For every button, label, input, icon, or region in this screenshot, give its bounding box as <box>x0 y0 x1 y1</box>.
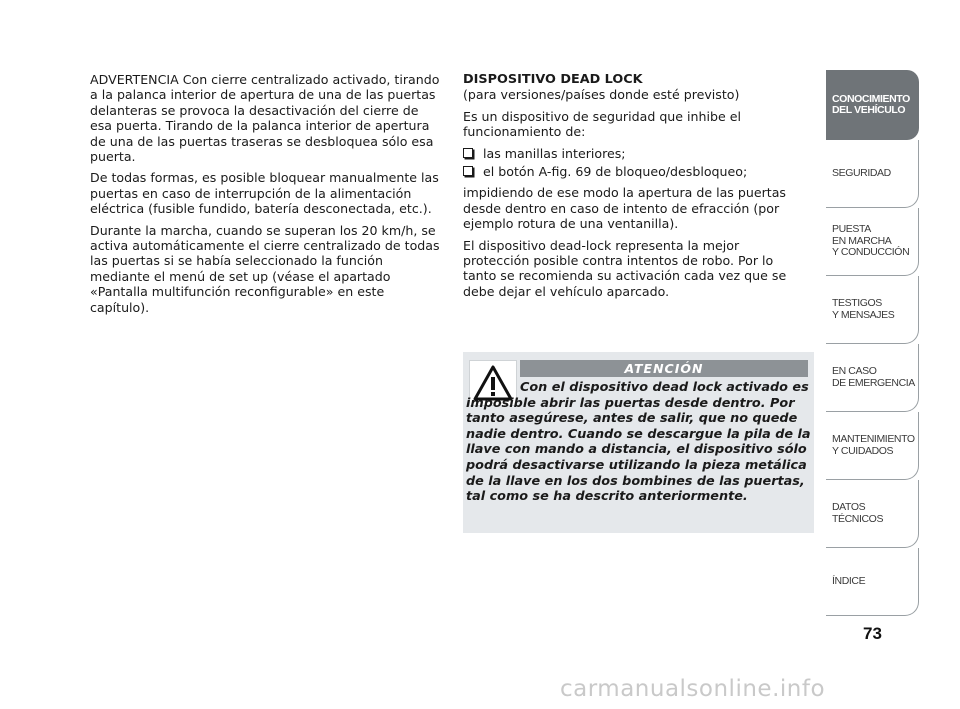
tab-label <box>832 298 894 321</box>
warning-title: ATENCIÓN <box>520 360 808 377</box>
paragraph-auto-lock: Durante la marcha, cuando se superan los 20 km/h, se activa automáticamente el cierre centralizado de todas las puertas si se había seleccionado la función mediante el menú de set up (véase el apartado «Pantalla multifunción reconfigurable» en este capítulo). <box>90 222 440 315</box>
tab-puesta-en-marcha-y-conducción[interactable] <box>826 208 919 276</box>
warning-box <box>463 352 814 533</box>
tab-label <box>832 434 915 457</box>
tab-testigos-y-mensajes[interactable] <box>826 276 919 344</box>
page-number: 73 <box>863 624 882 643</box>
tab-label <box>832 366 915 389</box>
list-item <box>463 146 808 161</box>
checkbox-bullet-icon <box>463 166 473 176</box>
paragraph-dead-lock: El dispositivo dead-lock representa la mejor protección posible contra intentos de robo. Por lo tanto se recomienda su activación cada vez que se debe dejar el vehículo aparcado. <box>463 237 787 299</box>
section-subheading: (para versiones/países donde esté previsto) <box>463 87 740 103</box>
tab-datos-técnicos[interactable] <box>826 480 919 548</box>
tab-label-line: EN MARCHA <box>832 234 892 247</box>
tab-mantenimiento-y-cuidados[interactable] <box>826 412 919 480</box>
chapter-tabs <box>826 70 919 616</box>
tab-label-line: DATOS TÉCNICOS <box>832 501 884 525</box>
tab-label-line: CONOCIMIENTO <box>832 92 910 105</box>
tab-label-line: Y CUIDADOS <box>832 444 894 457</box>
tab-label-line: PUESTA <box>832 223 871 236</box>
tab-label-line: MANTENIMIENTO <box>832 433 915 445</box>
warning-text: Con el dispositivo dead lock activado es imposible abrir las puertas desde dentro. Por tanto asegúrese, antes de salir, que no quede nadie dentro. Cuando se descargue la pila de la llave con mando a distancia, el dispositivo sólo podrá desactivarse utilizando la pieza metálica de la llave en los dos bombines de las puertas, tal como se ha descrito anteriormente. <box>466 380 811 505</box>
watermark: carmanualsonline.info <box>560 676 826 702</box>
section-heading: DISPOSITIVO DEAD LOCK <box>463 72 643 87</box>
tab-conocimiento-del-vehículo[interactable] <box>826 70 919 140</box>
tab-label <box>832 502 918 525</box>
tab-label-line: DEL VEHÍCULO <box>832 104 906 116</box>
tab-label <box>832 576 865 588</box>
tab-label-line: Y MENSAJES <box>832 308 895 321</box>
left-column <box>90 72 440 321</box>
tab-label <box>832 168 891 180</box>
tab-label-line: ÍNDICE <box>832 574 866 587</box>
list-item-text: el botón A-fig. 69 de bloqueo/desbloqueo; <box>483 164 748 180</box>
list-item-text: las manillas interiores; <box>483 145 626 161</box>
paragraph-manual-lock: De todas formas, es posible bloquear manualmente las puertas en caso de interrupción de la alimentación eléctrica (fusible fundido, batería desconectada, etc.). <box>90 170 439 217</box>
tab-índice[interactable] <box>826 548 919 616</box>
tab-label-line: Y CONDUCCIÓN <box>832 246 910 259</box>
tab-label-line: DE EMERGENCIA <box>832 376 915 389</box>
tab-label-line: EN CASO <box>832 365 877 377</box>
tab-label <box>832 94 910 117</box>
checkbox-bullet-icon <box>463 148 473 158</box>
paragraph-efraccion: impidiendo de ese modo la apertura de las puertas desde dentro en caso de intento de efracción (por ejemplo rotura de una ventanilla). <box>463 185 786 232</box>
tab-en-caso-de-emergencia[interactable] <box>826 344 919 412</box>
bullet-list <box>463 146 808 180</box>
list-item <box>463 164 808 179</box>
tab-label-line: TESTIGOS <box>832 297 882 309</box>
tab-label-line: SEGURIDAD <box>832 166 891 179</box>
intro-paragraph: Es un dispositivo de seguridad que inhibe el funcionamiento de: <box>463 108 741 140</box>
paragraph-advertencia: ADVERTENCIA Con cierre centralizado activado, tirando a la palanca interior de apertura de una de las puertas delanteras se provoca la desactivación del cierre de esa puerta. Tirando de la palanca interior de apertura de una de las puertas traseras se desbloquea sólo esa puerta. <box>90 72 440 165</box>
tab-seguridad[interactable] <box>826 140 919 208</box>
tab-label <box>832 224 909 259</box>
right-column <box>463 72 808 305</box>
